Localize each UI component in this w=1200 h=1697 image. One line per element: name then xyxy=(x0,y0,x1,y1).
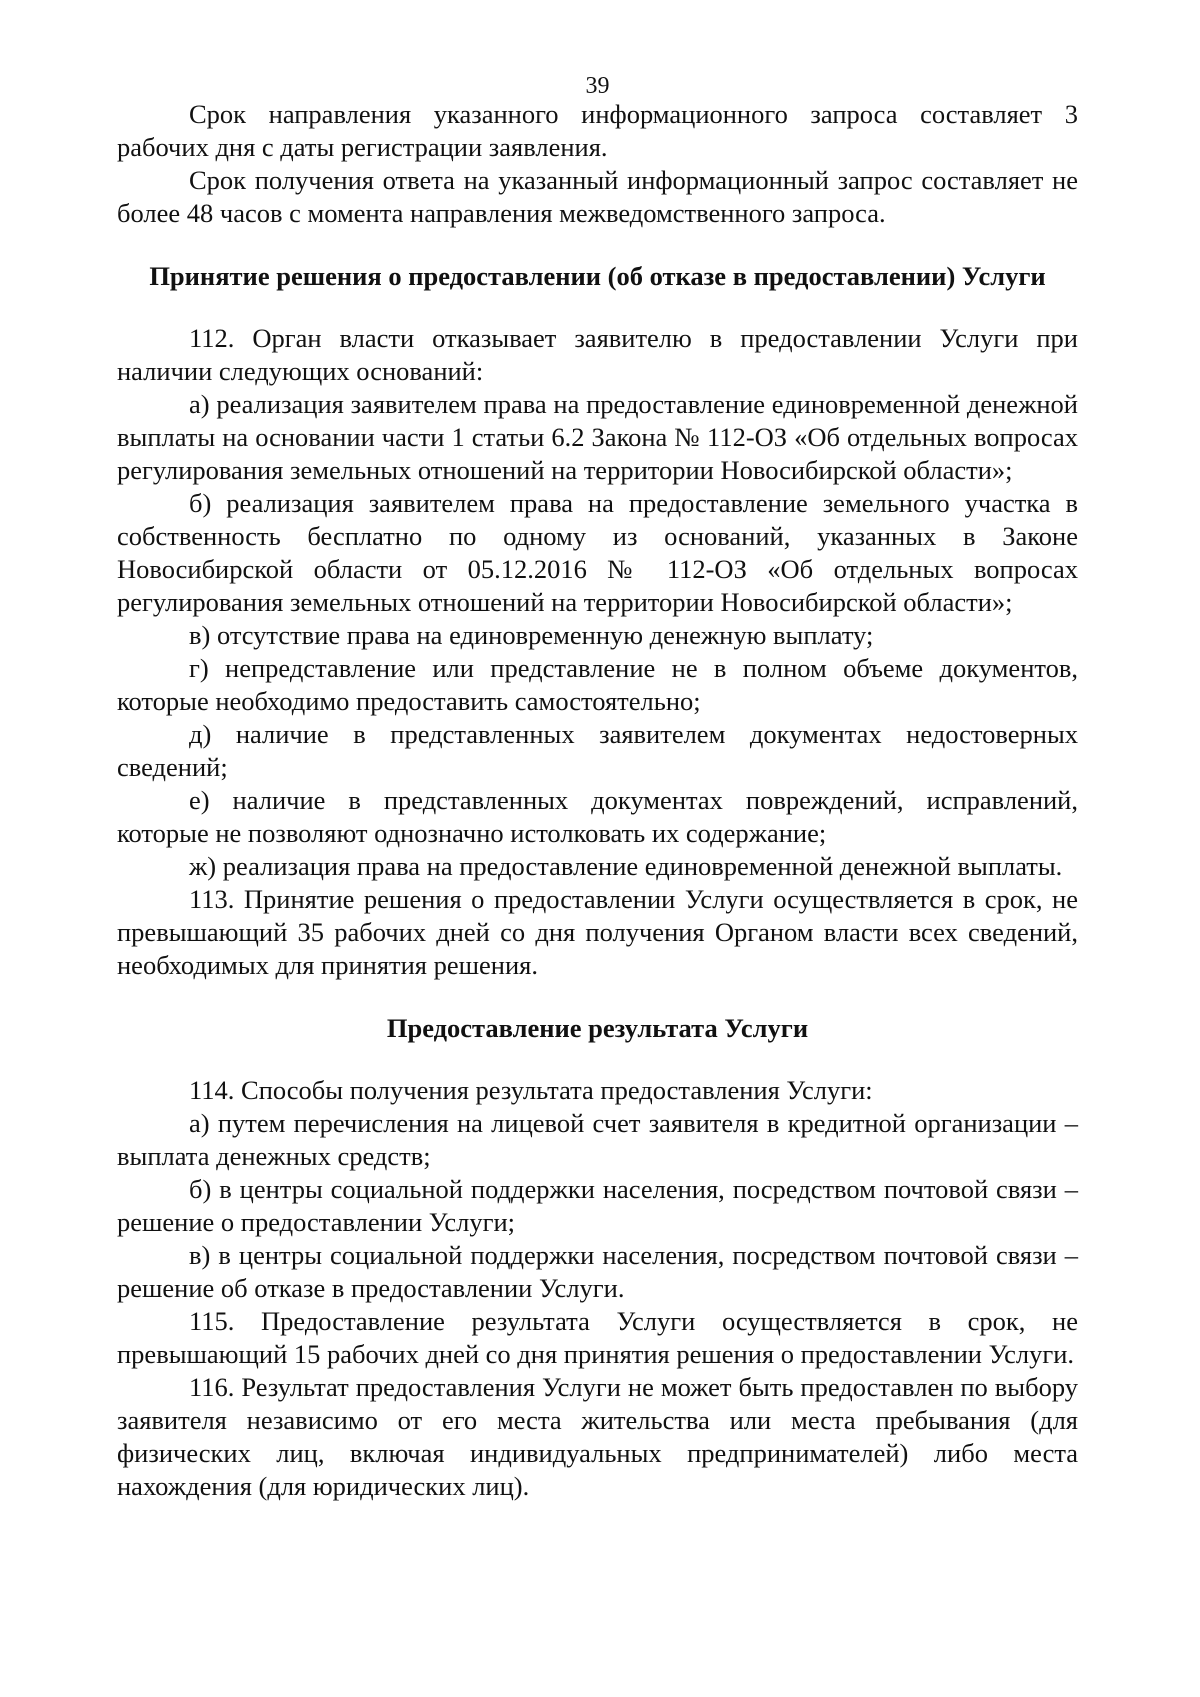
list-item-114-v: в) в центры социальной поддержки населения, посредством почтовой связи – решение об отказе в предоставлении Услуги. xyxy=(117,1240,1078,1303)
list-item-112-e: е) наличие в представленных документах повреждений, исправлений, которые не позволяют однозначно истолковать их содержание; xyxy=(117,785,1078,848)
page-number: 39 xyxy=(585,73,610,99)
paragraph-114: 114. Способы получения результата предоставления Услуги: xyxy=(189,1075,873,1105)
paragraph-response-deadline: Срок получения ответа на указанный информационный запрос составляет не более 48 часов с момента направления межведомственного запроса. xyxy=(117,165,1078,228)
spacer xyxy=(117,982,1078,1012)
spacer xyxy=(117,293,1078,322)
section-heading-result: Предоставление результата Услуги xyxy=(386,1013,809,1043)
spacer xyxy=(117,230,1078,260)
list-item-114-a: а) путем перечисления на лицевой счет заявителя в кредитной организации – выплата денежных средств; xyxy=(117,1108,1078,1171)
list-item-112-g: г) непредставление или представление не в полном объеме документов, которые необходимо предоставить самостоятельно; xyxy=(117,653,1078,716)
list-item-112-a: а) реализация заявителем права на предоставление единовременной денежной выплаты на основании части 1 статьи 6.2 Закона № 112-ОЗ «Об отдельных вопросах регулирования земельных отношений на территории Новосибирской области»; xyxy=(117,389,1078,485)
list-item-112-d: д) наличие в представленных заявителем документах недостоверных сведений; xyxy=(117,719,1078,782)
paragraph-113: 113. Принятие решения о предоставлении Услуги осуществляется в срок, не превышающий 35 рабочих дней со дня получения Органом власти всех сведений, необходимых для принятия решения. xyxy=(117,884,1078,980)
list-item-114-b: б) в центры социальной поддержки населения, посредством почтовой связи – решение о предоставлении Услуги; xyxy=(117,1174,1078,1237)
paragraph-116: 116. Результат предоставления Услуги не может быть предоставлен по выбору заявителя независимо от его места жительства или места пребывания (для физических лиц, включая индивидуальных предпринимателей) либо места нахождения (для юридических лиц). xyxy=(117,1372,1078,1501)
list-item-112-zh: ж) реализация права на предоставление единовременной денежной выплаты. xyxy=(189,851,1063,881)
paragraph-request-deadline: Срок направления указанного информационного запроса составляет 3 рабочих дня с даты регистрации заявления. xyxy=(117,99,1078,162)
list-item-112-v: в) отсутствие права на единовременную денежную выплату; xyxy=(189,620,874,650)
paragraph-112: 112. Орган власти отказывает заявителю в предоставлении Услуги при наличии следующих оснований: xyxy=(117,323,1078,386)
list-item-112-b: б) реализация заявителем права на предоставление земельного участка в собственность бесплатно по одному из оснований, указанных в Законе Новосибирской области от 05.12.2016 № 112-ОЗ «Об отдельных вопросах регулирования земельных отношений на территории Новосибирской области»; xyxy=(117,488,1078,617)
section-heading-decision: Принятие решения о предоставлении (об отказе в предоставлении) Услуги xyxy=(149,261,1046,291)
spacer xyxy=(117,1045,1078,1074)
paragraph-115: 115. Предоставление результата Услуги осуществляется в срок, не превышающий 15 рабочих дней со дня принятия решения о предоставлении Услуги. xyxy=(117,1306,1078,1369)
